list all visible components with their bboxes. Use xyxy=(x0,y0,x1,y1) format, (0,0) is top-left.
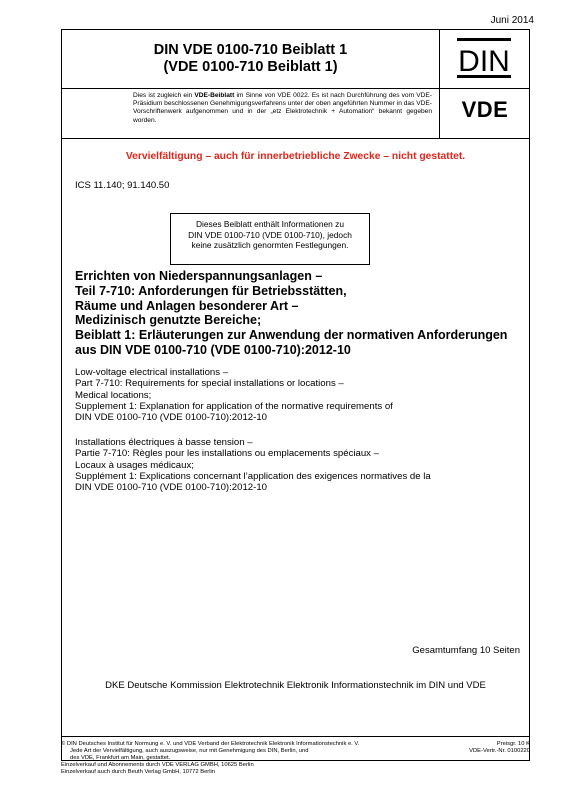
footer-rule xyxy=(62,736,529,737)
info-box: Dieses Beiblatt enthält Informationen zu DIN VDE 0100-710 (VDE 0100-710), jedoch keine zusätzlich genormten Festlegungen. xyxy=(170,213,370,265)
document-vde-number: (VDE 0100-710 Beiblatt 1) xyxy=(163,59,338,75)
header-bottom-rule xyxy=(62,138,529,139)
issue-date: Juni 2014 xyxy=(490,15,534,26)
dke-committee: DKE Deutsche Kommission Elektrotechnik Elektronik Informationstechnik im DIN und VDE xyxy=(105,680,486,691)
total-pages: Gesamtumfang 10 Seiten xyxy=(412,645,520,656)
din-logo-icon xyxy=(454,36,514,80)
footer-pricing xyxy=(469,741,530,755)
din-logo-text: DIN xyxy=(458,45,510,78)
title-english: Low-voltage electrical installations – Part 7-710: Requirements for special installations or locations – Medical locations; Supplement 1: Explanation for application of the normative requirements of DIN VDE 0100-710 (VDE 0100-710):2012-10 xyxy=(75,367,393,424)
title-french: Installations électriques à basse tension – Partie 7-710: Règles pour les installations ou emplacements spéciaux – Locaux à usages médicaux; Supplément 1: Explications concernant l’application des exigences normatives de la DIN VDE 0100-710 (VDE 0100-710):2012-10 xyxy=(75,437,431,494)
footer-sales-vde: Einzelverkauf und Abonnements durch VDE VERLAG GMBH, 10625 Berlin xyxy=(61,761,254,768)
title-german: Errichten von Niederspannungsanlagen – Teil 7-710: Anforderungen für Betriebsstätten, Räume und Anlagen besonderer Art – Medizinisch genutzte Bereiche; Beiblatt 1: Erläuterungen zur Anwendung der normativen Anforderungen aus DIN VDE 0100-710 (VDE 0100-710):2012-10 xyxy=(75,269,508,357)
price-group: Preisgr. 10 K xyxy=(496,741,530,747)
vde-logo-icon: VDE xyxy=(461,97,509,122)
footer-copyright: © DIN Deutsches Institut für Normung e. V. und VDE Verband der Elektrotechnik Elektronik Informationstechnik e. V. Jede Art der Vervielfältigung, auch auszugsweise, nur mit Genehmigung des DIN, Berlin, und des VDE, Frankfurt am Main, gestattet. Einzelverkauf und Abonnements durch VDE VERLAG GMBH, 10625 Berlin Einzelverkauf auch durch Beuth Verlag GmbH, 10772 Berlin xyxy=(61,741,441,776)
ics-code: ICS 11.140; 91.140.50 xyxy=(75,180,170,191)
document-number: DIN VDE 0100-710 Beiblatt 1 xyxy=(153,42,348,58)
header-divider xyxy=(439,30,440,138)
vde-supplement-note: Dies ist zugleich ein VDE-Beiblatt im Sinne von VDE 0022. Es ist nach Durchführung des vom VDE-Präsidium beschlossenen Genehmigungsverfahrens unter der oben angeführten Nummer in das VDE-Vorschriftenwerk aufgenommen und in der „etz Elektrotechnik + Automation“ bekannt gegeben worden. xyxy=(133,92,432,124)
document-title xyxy=(62,42,439,76)
order-number: VDE-Vertr.-Nr. 0100220 xyxy=(469,747,530,754)
copy-warning: Vervielfältigung – auch für innerbetriebliche Zwecke – nicht gestattet. xyxy=(125,151,466,162)
footer-sales-beuth: Einzelverkauf auch durch Beuth Verlag GmbH, 10772 Berlin xyxy=(61,768,216,775)
